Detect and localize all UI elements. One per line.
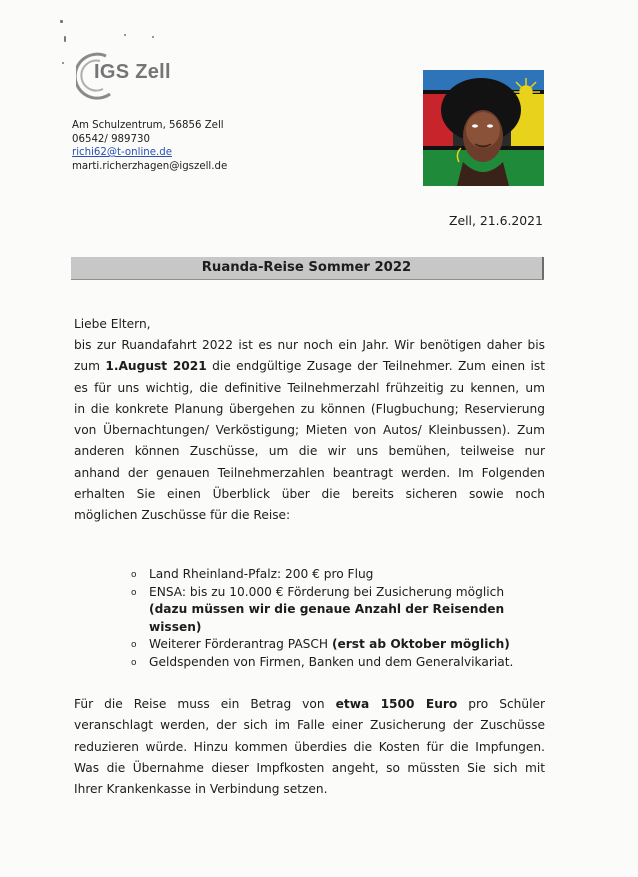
school-logo — [76, 50, 186, 100]
text-line: Was die Übernahme dieser Impfkosten angeht, so müssten Sie sich mit — [74, 760, 545, 775]
text-line: es für uns wichtig, die definitive Teilnehmerzahl frühzeitig zu kennen, um — [74, 380, 545, 395]
phone-number: 06542/ 989730 — [72, 133, 150, 145]
logo-text: IGS Zell — [94, 61, 171, 83]
funding-list — [131, 566, 551, 671]
page-title: Ruanda-Reise Sommer 2022 — [201, 260, 412, 275]
text-line: in die konkrete Planung übergehen zu können (Flugbuchung; Reservierung — [74, 401, 545, 416]
scan-speck — [152, 36, 154, 38]
funding-item: o Weiterer Förderantrag PASCH (erst ab Oktober möglich) — [131, 636, 551, 654]
address-line: Am Schulzentrum, 56856 Zell — [72, 120, 224, 131]
text-line: reduzieren würde. Hinzu kommen überdies die Kosten für die Impfungen. — [74, 739, 545, 754]
text-line: Ihrer Krankenkasse in Verbindung setzen. — [74, 782, 328, 797]
text-line: möglichen Zuschüsse für die Reise: — [74, 508, 291, 523]
paragraph-costs — [74, 694, 545, 800]
sender-address — [72, 119, 227, 173]
cost-amount: etwa 1500 Euro — [335, 697, 458, 711]
letter-date: Zell, 21.6.2021 — [449, 213, 543, 228]
funding-item: o Land Rheinland-Pfalz: 200 € pro Flug — [131, 566, 551, 584]
text-line: bis zur Ruandafahrt 2022 ist es nur noch ein Jahr. Wir benötigen daher bis — [74, 338, 545, 352]
text-line-deadline: zum 1.August 2021 die endgültige Zusage der Teilnehmer. Zum einen ist — [74, 359, 545, 374]
deadline-date: 1.August 2021 — [105, 359, 207, 374]
email-2: marti.richerzhagen@igszell.de — [72, 160, 228, 172]
paragraph-intro — [74, 335, 545, 527]
text-line-cost: Für die Reise muss ein Betrag von etwa 1500 Euro pro Schüler — [74, 697, 546, 711]
salutation: Liebe Eltern, — [74, 317, 151, 331]
title-bar — [71, 257, 544, 280]
text-line: anhand der genauen Teilnehmerzahlen beantragt werden. Im Folgenden — [74, 465, 545, 480]
scan-speck — [64, 36, 66, 42]
scan-speck — [60, 20, 63, 23]
text-line: erhalten Sie einen Überblick über die bereits sicheren sowie noch — [74, 487, 545, 502]
text-line: anderen können Zuschüsse, um die wir uns bemühen, teilweise nur — [74, 444, 545, 459]
portrait-image — [423, 70, 544, 186]
text-line: von Übernachtungen/ Verköstigung; Mieten von Autos/ Kleinbussen). Zum — [74, 423, 545, 438]
text-line: veranschlagt werden, der sich im Falle einer Zusicherung der Zuschüsse — [74, 718, 545, 733]
scan-speck — [124, 34, 126, 36]
funding-item: o Geldspenden von Firmen, Banken und dem Generalvikariat. — [131, 654, 551, 672]
funding-item: o ENSA: bis zu 10.000 € Förderung bei Zusicherung möglich (dazu müssen wir die genaue Anzahl der Reisenden wissen) — [131, 584, 551, 637]
email-link-1[interactable]: richi62@t-online.de — [72, 147, 172, 158]
scan-speck — [62, 62, 64, 64]
